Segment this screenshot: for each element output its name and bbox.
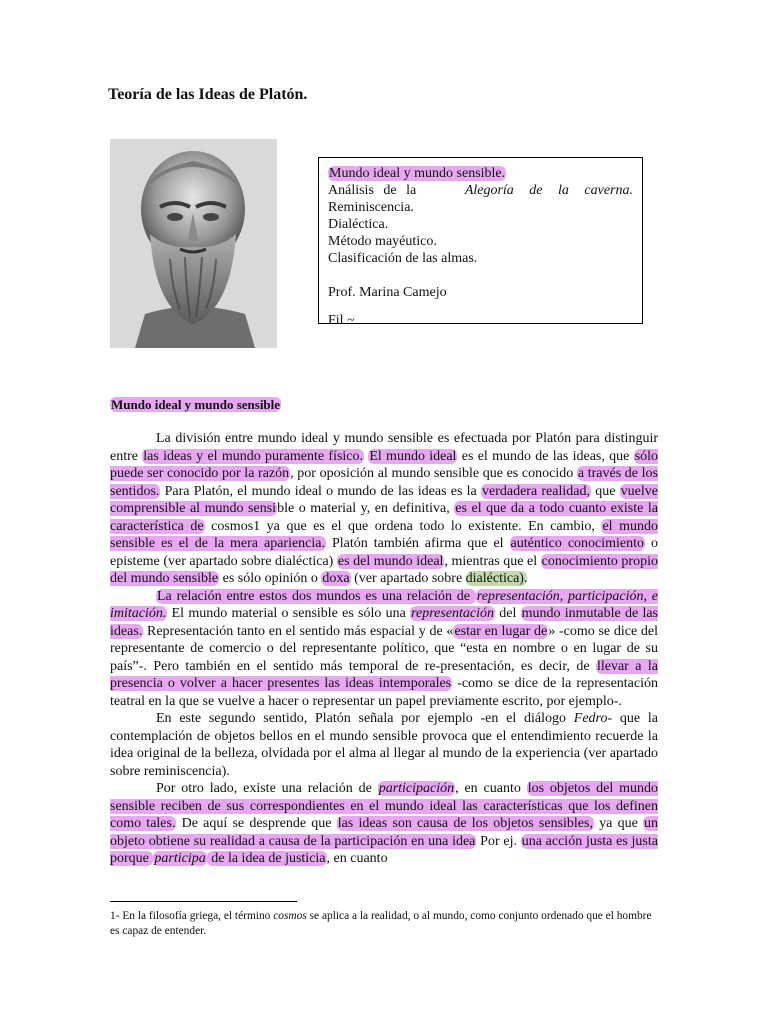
topic-alegoria: Análisis de la Alegoría de la caverna. <box>328 183 633 198</box>
topic-metodo-mayeutico: Método mayéutico. <box>328 234 437 249</box>
document-title: Teoría de las Ideas de Platón. <box>108 86 308 103</box>
cut-off-line: Fil ~ <box>328 313 355 324</box>
paragraph-4: Por otro lado, existe una relación de participación, en cuanto los objetos del mundo sensible reciben de sus correspondientes en el mundo ideal las características que los definen como tales. De aquí se desprende que las ideas son causa de los objetos sensibles, ya que un objeto obtiene su realidad a causa de la participación en una idea Por ej. una acción justa es justa porque participa de la idea de justicia, en cuanto <box>110 781 658 866</box>
section-heading: Mundo ideal y mundo sensible <box>111 397 281 412</box>
author-line: Prof. Marina Camejo <box>328 285 447 300</box>
topics-box <box>318 157 643 324</box>
footnote: 1- En la filosofía griega, el término cosmos se aplica a la realidad, o al mundo, como conjunto ordenado que el hombre es capaz de entender. <box>110 910 652 937</box>
topic-clasificacion-almas: Clasificación de las almas. <box>328 251 478 266</box>
paragraph-1: La división entre mundo ideal y mundo sensible es efectuada por Platón para distinguir entre las ideas y el mundo puramente físico. El mundo ideal es el mundo de las ideas, que sólo puede ser conocido por la razón, por oposición al mundo sensible que es conocido a través de los sentidos. Para Platón, el mundo ideal o mundo de las ideas es la verdadera realidad, que vuelve comprensible al mundo sensible o material y, en definitiva, es el que da a todo cuanto existe la característica de cosmos1 ya que es el que ordena todo lo existente. En cambio, el mundo sensible es el de la mera apariencia. Platón también afirma que el auténtico conocimiento o episteme (ver apartado sobre dialéctica) es del mundo ideal, mientras que el conocimiento propio del mundo sensible es sólo opinión o doxa (ver apartado sobre dialéctica). <box>110 431 659 586</box>
topic-mundo-ideal: Mundo ideal y mundo sensible. <box>329 166 506 181</box>
topic-dialectica: Dialéctica. <box>328 217 389 232</box>
body-text <box>110 430 658 868</box>
footnote-divider <box>110 901 297 902</box>
paragraph-2: La relación entre estos dos mundos es una relación de representación, participación, e imitación. El mundo material o sensible es sólo una representación del mundo inmutable de las ideas. Representación tanto en el sentido más espacial y de «estar en lugar de» -como se dice del representante de comercio o del representante político, que “esta en nombre o en lugar de su país”-. Pero también en el sentido más temporal de re-presentación, es decir, de llevar a la presencia o volver a hacer presentes las ideas intemporales -como se dice de la representación teatral en la que se vuelve a hacer o representar un papel previamente escrito, por ejemplo-. <box>110 588 659 709</box>
plato-bust-illustration <box>110 139 277 348</box>
plato-bust-image <box>110 139 277 348</box>
paragraph-3: En este segundo sentido, Platón señala por ejemplo -en el diálogo Fedro- que la contemplación de objetos bellos en el mundo sensible provoca que el entendimiento recuerde la idea original de la belleza, olvidada por el alma al llegar al mundo de la experiencia (ver apartado sobre reminiscencia). <box>110 711 658 779</box>
topic-reminiscencia: Reminiscencia. <box>328 200 414 215</box>
